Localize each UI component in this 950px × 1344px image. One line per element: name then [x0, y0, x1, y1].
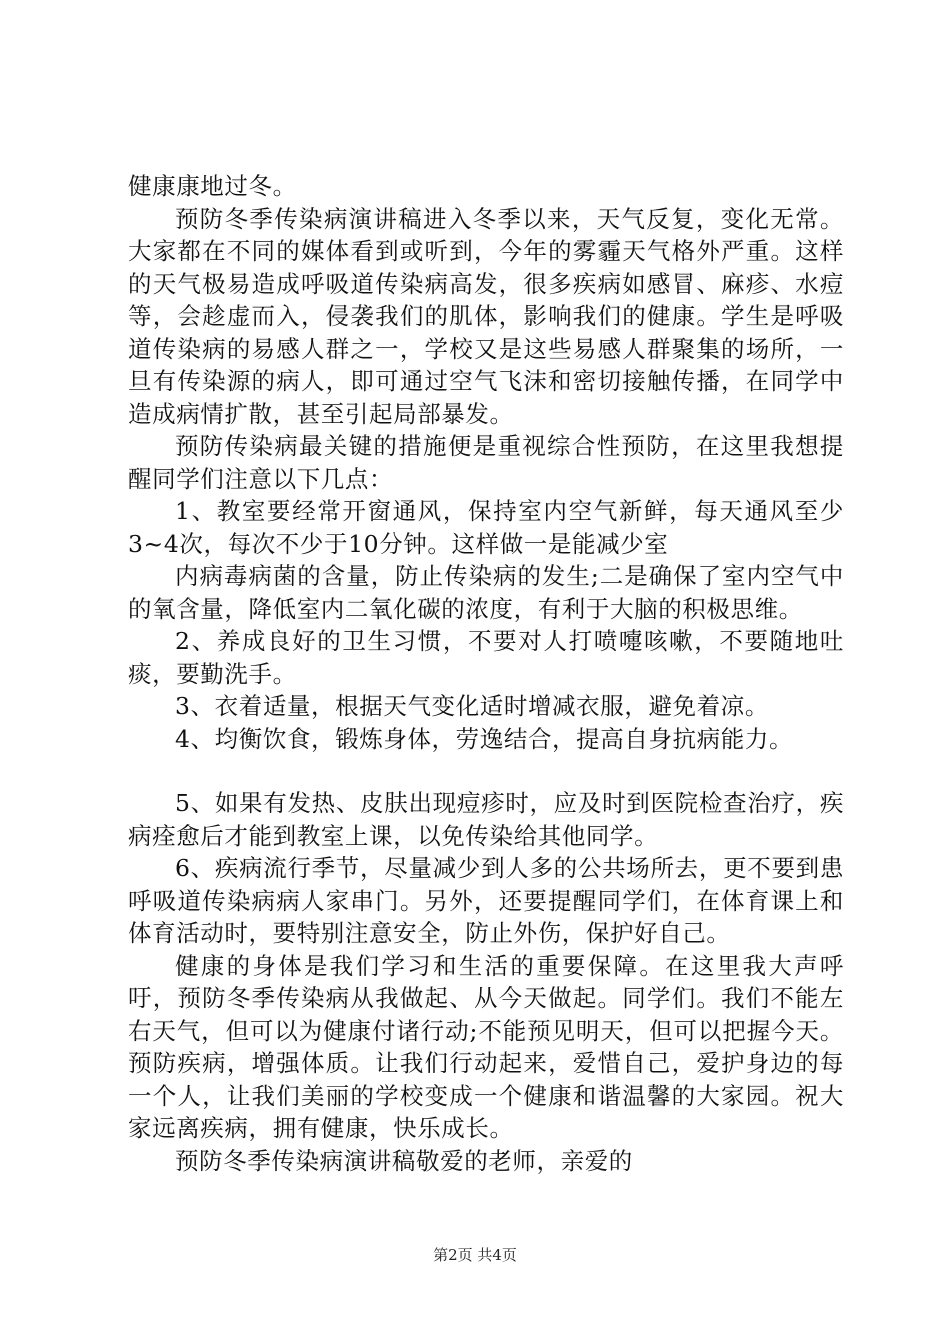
paragraph-next-speech: 预防冬季传染病演讲稿敬爱的老师，亲爱的	[175, 1146, 633, 1175]
page-footer: 第2页 共4页	[433, 1246, 517, 1264]
paragraph-gap	[128, 755, 844, 787]
list-item-5: 5、如果有发热、皮肤出现痘疹时，应及时到医院检查治疗，疾病痊愈后才能到教室上课，以免传染给其他同学。	[128, 789, 844, 850]
list-item-1-continued: 内病毒病菌的含量，防止传染病的发生;二是确保了室内空气中的氧含量，降低室内二氧化碳的浓度，有利于大脑的积极思维。	[128, 562, 844, 623]
list-item-4: 4、均衡饮食，锻炼身体，劳逸结合，提高自身抗病能力。	[175, 724, 794, 753]
document-body	[128, 170, 844, 1177]
list-item-1: 1、教室要经常开窗通风，保持室内空气新鲜，每天通风至少3~4次，每次不少于10分钟。这样做一是能减少室	[128, 497, 844, 558]
list-item-3: 3、衣着适量，根据天气变化适时增减衣服，避免着凉。	[175, 692, 769, 720]
paragraph-measures-intro: 预防传染病最关键的措施便是重视综合性预防，在这里我想提醒同学们注意以下几点：	[128, 432, 844, 493]
paragraph-conclusion: 健康的身体是我们学习和生活的重要保障。在这里我大声呼吁，预防冬季传染病从我做起、从今天做起。同学们。我们不能左右天气，但可以为健康付诸行动;不能预见明天，但可以把握今天。预防疾病，增强体质。让我们行动起来，爱惜自己，爱护身边的每一个人，让我们美丽的学校变成一个健康和谐温馨的大家园。祝大家远离疾病，拥有健康，快乐成长。	[128, 951, 844, 1142]
paragraph-continuation: 健康康地过冬。	[128, 172, 297, 200]
list-item-6: 6、疾病流行季节，尽量减少到人多的公共场所去，更不要到患呼吸道传染病病人家串门。另外，还要提醒同学们，在体育课上和体育活动时，要特别注意安全，防止外伤，保护好自己。	[128, 854, 844, 947]
paragraph-intro: 预防冬季传染病演讲稿进入冬季以来，天气反复，变化无常。大家都在不同的媒体看到或听到，今年的雾霾天气格外严重。这样的天气极易造成呼吸道传染病高发，很多疾病如感冒、麻疹、水痘等，会趁虚而入，侵袭我们的肌体，影响我们的健康。学生是呼吸道传染病的易感人群之一，学校又是这些易感人群聚集的场所，一旦有传染源的病人，即可通过空气飞沫和密切接触传播，在同学中造成病情扩散，甚至引起局部暴发。	[128, 204, 844, 428]
list-item-2: 2、养成良好的卫生习惯，不要对人打喷嚏咳嗽，不要随地吐痰，要勤洗手。	[128, 627, 844, 688]
